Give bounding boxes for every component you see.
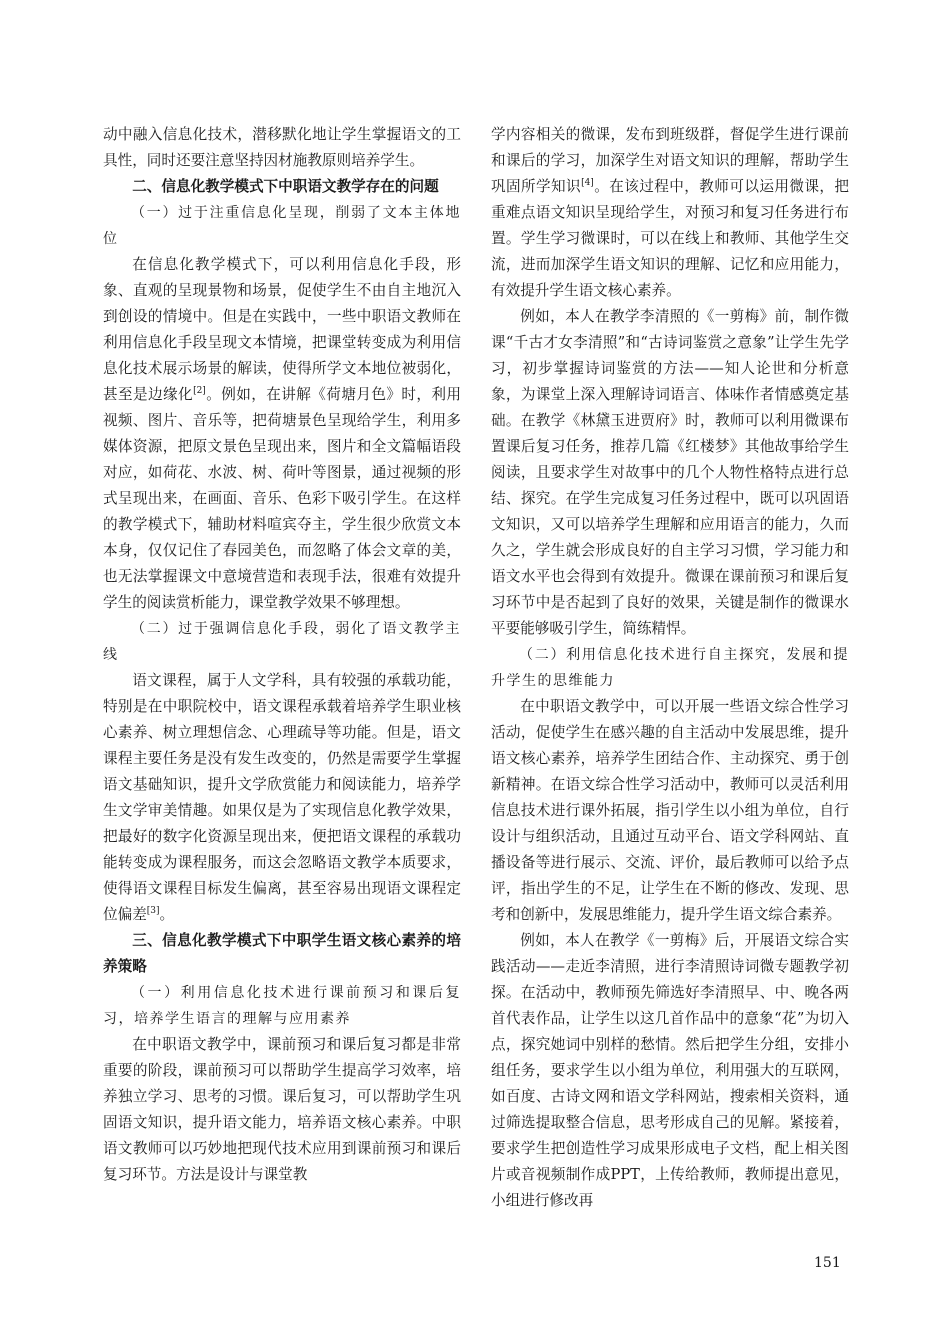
- page-number: 151: [814, 1255, 841, 1271]
- section-heading-3: 三、信息化教学模式下中职学生语文核心素养的培养策略: [103, 932, 461, 975]
- paragraph-2-2-text-b: 。: [159, 906, 175, 923]
- paragraph-3-1-continued: [491, 122, 849, 304]
- paragraph-2-2: [103, 668, 461, 928]
- paragraph-2-1-text-b: 。例如，在讲解《荷塘月色》时，利用视频、图片、音乐等，把荷塘景色呈现给学生，利用多媒体资源，把原文景色呈现出来，图片和全文篇幅语段对应，如荷花、水波、树、荷叶等图景，通过视频的形式呈现出来，在画面、音乐、色彩下吸引学生。在这样的教学模式下，辅助材料喧宾夺主，学生很少欣赏文本本身，仅仅记住了春园美色，而忽略了体会文章的美，也无法掌握课文中意境营造和表现手法，很难有效提升学生的阅读赏析能力，课堂教学效果不够理想。: [103, 386, 461, 611]
- paragraph-example-2: 例如，本人在教学《一剪梅》后，开展语文综合实践活动——走近李清照，进行李清照诗词微专题教学初探。在活动中，教师预先筛选好李清照早、中、晚各两首代表作品，让学生以这几首作品中的意象“花”为切入点，探究她词中别样的愁情。然后把学生分组，安排小组任务，要求学生以小组为单位，利用强大的互联网，如百度、古诗文网和语文学科网站，搜索相关资料，通过筛选提取整合信息，思考形成自己的见解。紧接着，要求学生把创造性学习成果形成电子文档，配上相关图片或音视频制作成PPT，上传给教师，教师提出意见，小组进行修改再: [491, 932, 849, 1209]
- paragraph-2-1-text-a: 在信息化教学模式下，可以利用信息化手段，形象、直观的呈现景物和场景，促使学生不由自主地沉入到创设的情境中。但是在实践中，一些中职语文教师在利用信息化手段呈现文本情境，把课堂转变成为利用信息化技术展示场景的解读，使得所学文本地位被弱化，甚至是边缘化: [103, 256, 461, 403]
- citation-2: [2]: [193, 386, 206, 396]
- subsection-heading-2-2: （二）过于强调信息化手段，弱化了语文教学主线: [103, 621, 461, 663]
- paragraph-3-1: 在中职语文教学中，课前预习和课后复习都是非常重要的阶段，课前预习可以帮助学生提高学习效率，培养独立学习、思考的习惯。课后复习，可以帮助学生巩固语文知识，提升语文能力，培养语文核心素养。中职语文教师可以巧妙地把现代技术应用到课前预习和课后复习环节。方法是设计与课堂教: [103, 1036, 461, 1183]
- right-column: [491, 122, 849, 1214]
- subsection-heading-3-2: （二）利用信息化技术进行自主探究，发展和提升学生的思维能力: [491, 647, 849, 689]
- paragraph-intro: 动中融入信息化技术，潜移默化地让学生掌握语文的工具性，同时还要注意坚持因材施教原则培养学生。: [103, 126, 461, 169]
- citation-4: [4]: [581, 178, 594, 188]
- subsection-heading-2-1: （一）过于注重信息化呈现，削弱了文本主体地位: [103, 205, 461, 247]
- paragraph-2-1: [103, 252, 461, 616]
- section-heading-2: 二、信息化教学模式下中职语文教学存在的问题: [132, 178, 439, 195]
- paragraph-3-1-cont-text-b: 。在该过程中，教师可以运用微课，把重难点语文知识呈现给学生，对预习和复习任务进行布置。学生学习微课时，可以在线上和教师、其他学生交流，进而加深学生语文知识的理解、记忆和应用能力，有效提升学生语文核心素养。: [491, 178, 849, 299]
- paragraph-3-2: 在中职语文教学中，可以开展一些语文综合性学习活动，促使学生在感兴趣的自主活动中发展思维，提升语文核心素养，培养学生团结合作、主动探究、勇于创新精神。在语文综合性学习活动中，教师可以灵活利用信息技术进行课外拓展，指引学生以小组为单位，自行设计与组织活动，且通过互动平台、语文学科网站、直播设备等进行展示、交流、评价，最后教师可以给予点评，指出学生的不足，让学生在不断的修改、发现、思考和创新中，发展思维能力，提升学生语文综合素养。: [491, 698, 849, 923]
- citation-3: [3]: [146, 906, 160, 916]
- paragraph-example-1: 例如，本人在教学李清照的《一剪梅》前，制作微课“千古才女李清照”和“古诗词鉴赏之意象”让学生先学习，初步掌握诗词鉴赏的方法——知人论世和分析意象，为课堂上深入理解诗词语言、体味作者情感奠定基础。在教学《林黛玉进贾府》时，教师可以利用微课布置课后复习任务，推荐几篇《红楼梦》其他故事给学生阅读，且要求学生对故事中的几个人物性格特点进行总结、探究。在学生完成复习任务过程中，既可以巩固语文知识，又可以培养学生理解和应用语言的能力，久而久之，学生就会形成良好的自主学习习惯，学习能力和语文水平也会得到有效提升。微课在课前预习和课后复习环节中是否起到了良好的效果，关键是制作的微课水平要能够吸引学生，简练精悍。: [491, 308, 849, 637]
- paragraph-3-1-cont-text-a: 学内容相关的微课，发布到班级群，督促学生进行课前和课后的学习，加深学生对语文知识的理解，帮助学生巩固所学知识: [491, 126, 849, 195]
- paragraph-2-2-text-a: 语文课程，属于人文学科，具有较强的承载功能，特别是在中职院校中，语文课程承载着培养学生职业核心素养、树立理想信念、心理疏导等功能。但是，语文课程主要任务是没有发生改变的，仍然是需要学生掌握语文基础知识，提升文学欣赏能力和阅读能力，培养学生文学审美情趣。如果仅是为了实现信息化教学效果，把最好的数字化资源呈现出来，便把语文课程的承载功能转变成为课程服务，而这会忽略语文教学本质要求，使得语文课程目标发生偏离，甚至容易出现语文课程定位偏差: [103, 672, 461, 923]
- left-column: [103, 122, 461, 1188]
- subsection-heading-3-1: （一）利用信息化技术进行课前预习和课后复习，培养学生语言的理解与应用素养: [103, 985, 461, 1027]
